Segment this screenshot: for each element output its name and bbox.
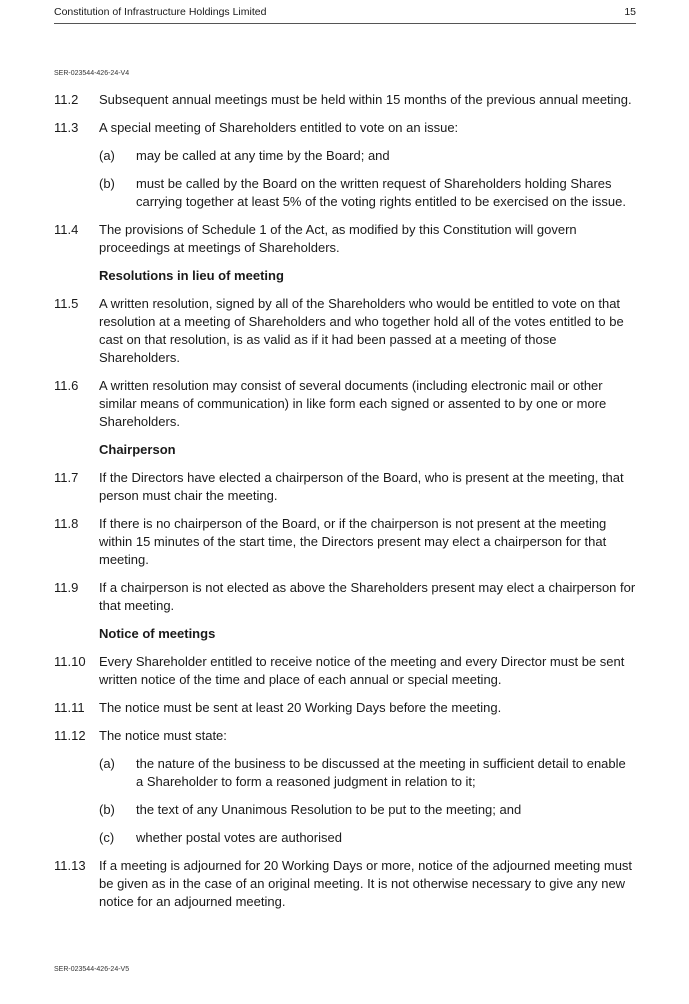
sub-clause-label: (b) xyxy=(99,802,115,817)
sub-clause-label: (a) xyxy=(99,148,115,163)
clause-text: If the Directors have elected a chairperson of the Board, who is present at the meeting, that person must chair the meeting. xyxy=(99,470,624,503)
page-number: 15 xyxy=(624,6,636,18)
sub-clause-text: the text of any Unanimous Resolution to be put to the meeting; and xyxy=(136,802,522,817)
page-header xyxy=(54,5,636,24)
sub-clause-list xyxy=(99,147,636,211)
doc-reference-top: SER-023544-426-24-V4 xyxy=(54,70,130,77)
doc-reference-bottom: SER-023544-426-24-V5 xyxy=(54,966,130,973)
sub-clause-text: whether postal votes are authorised xyxy=(136,830,342,845)
clause-11-10 xyxy=(54,653,636,689)
clause-text: The notice must be sent at least 20 Working Days before the meeting. xyxy=(99,700,502,715)
clause-text: If a meeting is adjourned for 20 Working Days or more, notice of the adjourned meeting must be given as in the case of an original meeting. It is not otherwise necessary to give any new notice for an adjourned meeting. xyxy=(99,858,633,909)
clause-text: The provisions of Schedule 1 of the Act, as modified by this Constitution will govern proceedings at meetings of Shareholders. xyxy=(99,222,577,255)
clause-text: Every Shareholder entitled to receive notice of the meeting and every Director must be sent written notice of the time and place of each annual or special meeting. xyxy=(99,654,625,687)
clause-number: 11.3 xyxy=(54,120,79,135)
clause-11-5 xyxy=(54,295,636,367)
clause-text: Subsequent annual meetings must be held within 15 months of the previous annual meeting. xyxy=(99,92,632,107)
clause-11-3 xyxy=(54,119,636,211)
clause-11-6 xyxy=(54,377,636,431)
clause-11-11 xyxy=(54,699,636,717)
clause-11-13 xyxy=(54,857,636,911)
clause-number: 11.7 xyxy=(54,470,79,485)
clause-text: If a chairperson is not elected as above the Shareholders present may elect a chairperson for that meeting. xyxy=(99,580,636,613)
clause-number: 11.11 xyxy=(54,700,85,715)
clause-11-8 xyxy=(54,515,636,569)
clause-number: 11.4 xyxy=(54,222,79,237)
clause-number: 11.9 xyxy=(54,580,79,595)
clause-number: 11.6 xyxy=(54,378,79,393)
sub-clause-c xyxy=(99,829,636,847)
sub-clause-a xyxy=(99,147,636,165)
clause-number: 11.5 xyxy=(54,296,79,311)
document-title: Constitution of Infrastructure Holdings Limited xyxy=(54,6,267,18)
clause-number: 11.8 xyxy=(54,516,79,531)
clause-text: If there is no chairperson of the Board, or if the chairperson is not present at the meeting within 15 minutes of the start time, the Directors present may elect a chairperson for that meeting. xyxy=(99,516,607,567)
sub-clause-label: (c) xyxy=(99,830,115,845)
clause-number: 11.2 xyxy=(54,92,79,107)
clause-text: A written resolution, signed by all of the Shareholders who would be entitled to vote on that resolution at a meeting of Shareholders and who together hold all of the votes entitled to be cast on that resolution, is as valid as if it had been passed at a meeting of those Shareholders. xyxy=(99,296,624,365)
sub-clause-text: the nature of the business to be discussed at the meeting in sufficient detail to enable a Shareholder to form a reasoned judgment in relation to it; xyxy=(136,756,626,789)
clause-text: The notice must state: xyxy=(99,728,227,743)
clause-text: A special meeting of Shareholders entitled to vote on an issue: xyxy=(99,120,459,135)
sub-clause-a xyxy=(99,755,636,791)
section-heading-resolutions: Resolutions in lieu of meeting xyxy=(99,268,284,283)
clause-11-9 xyxy=(54,579,636,615)
document-body xyxy=(54,91,636,921)
sub-clause-b xyxy=(99,175,636,211)
sub-clause-list xyxy=(99,755,636,847)
section-heading-chairperson: Chairperson xyxy=(99,442,176,457)
sub-clause-label: (a) xyxy=(99,756,115,771)
sub-clause-b xyxy=(99,801,636,819)
clause-number: 11.10 xyxy=(54,654,86,669)
sub-clause-label: (b) xyxy=(99,176,115,191)
section-heading-notice: Notice of meetings xyxy=(99,626,216,641)
clause-11-7 xyxy=(54,469,636,505)
clause-number: 11.13 xyxy=(54,858,86,873)
clause-text: A written resolution may consist of several documents (including electronic mail or other similar means of communication) in like form each signed or assented to by one or more Shareholders. xyxy=(99,378,607,429)
sub-clause-text: may be called at any time by the Board; and xyxy=(136,148,390,163)
clause-11-2 xyxy=(54,91,636,109)
sub-clause-text: must be called by the Board on the written request of Shareholders holding Shares carrying together at least 5% of the voting rights entitled to be exercised on the issue. xyxy=(136,176,626,209)
clause-number: 11.12 xyxy=(54,728,86,743)
clause-11-12 xyxy=(54,727,636,847)
clause-11-4 xyxy=(54,221,636,257)
